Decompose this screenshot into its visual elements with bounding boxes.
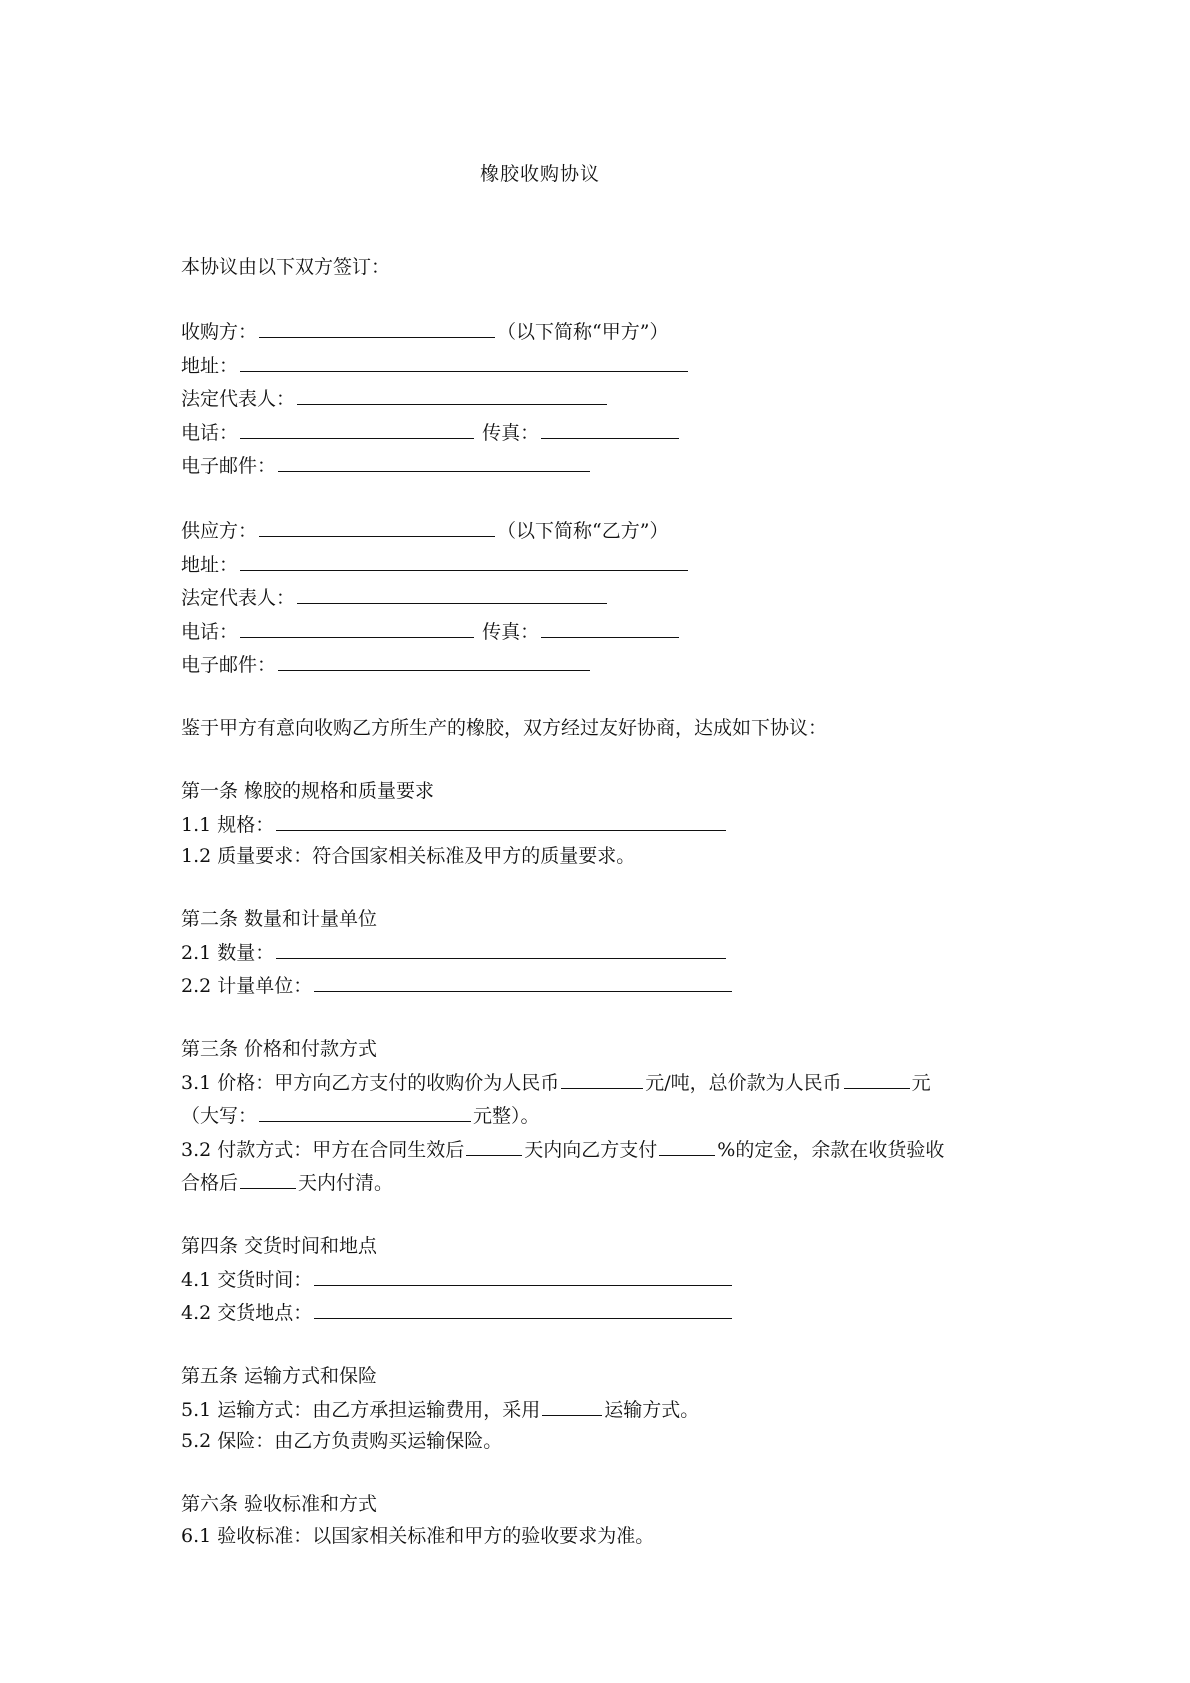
supplier-party-suffix: （以下简称“乙方”） xyxy=(497,520,669,542)
supplier-phone-line xyxy=(181,615,1021,649)
article3-p2-line1 xyxy=(181,1133,1021,1167)
preamble-text: 鉴于甲方有意向收购乙方所生产的橡胶，双方经过友好协商，达成如下协议： xyxy=(181,717,828,739)
supplier-address-label: 地址： xyxy=(181,553,239,576)
supplier-rep-line xyxy=(181,581,1021,615)
article1-heading: 第一条 橡胶的规格和质量要求 xyxy=(181,780,435,802)
intro-text: 本协议由以下双方签订： xyxy=(181,256,391,278)
spacer xyxy=(181,1458,1021,1490)
payment-text-b: 天内向乙方支付 xyxy=(524,1138,658,1161)
article2-item2-line xyxy=(181,969,1021,1003)
buyer-party-line xyxy=(181,315,1021,349)
supplier-party-line xyxy=(181,514,1021,548)
article4-item2-line xyxy=(181,1296,1021,1330)
article4-item2-label: 4.2 交货地点： xyxy=(181,1302,313,1324)
price-text-a: 3.1 价格：甲方向乙方支付的收购价为人民币 xyxy=(181,1071,560,1094)
transport-text-b: 运输方式。 xyxy=(604,1398,700,1421)
article5-item1-line xyxy=(181,1393,1021,1427)
price-text-d: （大写： xyxy=(181,1105,258,1127)
buyer-address-line xyxy=(181,349,1021,383)
supplier-name-blank[interactable] xyxy=(259,514,495,537)
deposit-days-blank[interactable] xyxy=(466,1133,522,1156)
article2-item2-label: 2.2 计量单位： xyxy=(181,975,313,997)
buyer-rep-line xyxy=(181,382,1021,416)
supplier-address-blank[interactable] xyxy=(240,548,688,571)
unit-price-blank[interactable] xyxy=(561,1066,643,1089)
transport-text-a: 5.1 运输方式：由乙方承担运输费用，采用 xyxy=(181,1398,541,1421)
balance-days-blank[interactable] xyxy=(240,1166,296,1189)
unit-blank[interactable] xyxy=(314,969,732,992)
article3-p1-line1 xyxy=(181,1066,1021,1100)
spacer xyxy=(181,873,1021,905)
deposit-percent-blank[interactable] xyxy=(659,1133,715,1156)
supplier-rep-label: 法定代表人： xyxy=(181,587,296,609)
article1-item1-line xyxy=(181,808,1021,842)
article5-item2: 5.2 保险：由乙方负责购买运输保险。 xyxy=(181,1430,503,1452)
article1-item1-label: 1.1 规格： xyxy=(181,813,275,836)
supplier-email-blank[interactable] xyxy=(278,648,590,671)
article2-item1-line xyxy=(181,936,1021,970)
buyer-phone-line xyxy=(181,416,1021,450)
spacer xyxy=(181,682,1021,714)
buyer-email-label: 电子邮件： xyxy=(181,455,277,477)
spacer xyxy=(181,1330,1021,1362)
buyer-email-blank[interactable] xyxy=(278,449,590,472)
buyer-fax-label: 传真： xyxy=(482,421,540,444)
spacer xyxy=(181,1200,1021,1232)
total-in-words-blank[interactable] xyxy=(259,1099,471,1122)
supplier-address-line xyxy=(181,548,1021,582)
spec-blank[interactable] xyxy=(276,808,726,831)
article3-heading: 第三条 价格和付款方式 xyxy=(181,1038,378,1060)
article6-item1: 6.1 验收标准：以国家相关标准和甲方的验收要求为准。 xyxy=(181,1524,655,1547)
price-text-b: 元/吨，总价款为人民币 xyxy=(645,1071,842,1094)
quantity-blank[interactable] xyxy=(276,936,726,959)
payment-text-c: %的定金，余款在收货验收 xyxy=(717,1138,945,1161)
supplier-fax-blank[interactable] xyxy=(541,615,679,638)
supplier-phone-blank[interactable] xyxy=(240,615,474,638)
delivery-place-blank[interactable] xyxy=(314,1296,732,1319)
buyer-address-blank[interactable] xyxy=(240,349,688,372)
article6-heading: 第六条 验收标准和方式 xyxy=(181,1493,378,1515)
payment-text-a: 3.2 付款方式：甲方在合同生效后 xyxy=(181,1138,465,1161)
payment-text-e: 天内付清。 xyxy=(298,1172,394,1194)
supplier-email-line xyxy=(181,648,1021,682)
buyer-phone-label: 电话： xyxy=(181,421,239,444)
buyer-rep-label: 法定代表人： xyxy=(181,388,296,410)
delivery-time-blank[interactable] xyxy=(314,1263,732,1286)
article4-item1-label: 4.1 交货时间： xyxy=(181,1268,313,1291)
buyer-address-label: 地址： xyxy=(181,354,239,377)
buyer-rep-blank[interactable] xyxy=(297,382,607,405)
supplier-email-label: 电子邮件： xyxy=(181,654,277,676)
buyer-block xyxy=(181,315,1021,483)
payment-text-d: 合格后 xyxy=(181,1172,239,1194)
document-body xyxy=(181,252,1021,1552)
article4-heading: 第四条 交货时间和地点 xyxy=(181,1235,378,1257)
buyer-party-suffix: （以下简称“甲方”） xyxy=(497,321,669,343)
buyer-email-line xyxy=(181,449,1021,483)
transport-mode-blank[interactable] xyxy=(542,1393,602,1416)
spacer xyxy=(181,483,1021,515)
article5-heading: 第五条 运输方式和保险 xyxy=(181,1365,378,1387)
total-price-blank[interactable] xyxy=(844,1066,910,1089)
article2-item1-label: 2.1 数量： xyxy=(181,941,275,964)
supplier-block xyxy=(181,514,1021,682)
buyer-phone-blank[interactable] xyxy=(240,416,474,439)
supplier-fax-label: 传真： xyxy=(482,620,540,643)
article1-item2: 1.2 质量要求：符合国家相关标准及甲方的质量要求。 xyxy=(181,845,636,867)
buyer-fax-blank[interactable] xyxy=(541,416,679,439)
spacer xyxy=(181,745,1021,777)
supplier-rep-blank[interactable] xyxy=(297,581,607,604)
article2-heading: 第二条 数量和计量单位 xyxy=(181,908,378,930)
article3-p2-line2 xyxy=(181,1166,1021,1200)
article3-p1-line2 xyxy=(181,1099,1021,1133)
document-title: 橡胶收购协议 xyxy=(479,163,600,185)
article4-item1-line xyxy=(181,1263,1021,1297)
supplier-party-label: 供应方： xyxy=(181,520,258,542)
spacer xyxy=(181,1003,1021,1035)
buyer-party-label: 收购方： xyxy=(181,321,258,343)
price-text-c: 元 xyxy=(911,1071,931,1094)
spacer xyxy=(181,284,1021,316)
buyer-name-blank[interactable] xyxy=(259,315,495,338)
price-text-e: 元整）。 xyxy=(473,1105,540,1127)
supplier-phone-label: 电话： xyxy=(181,620,239,643)
